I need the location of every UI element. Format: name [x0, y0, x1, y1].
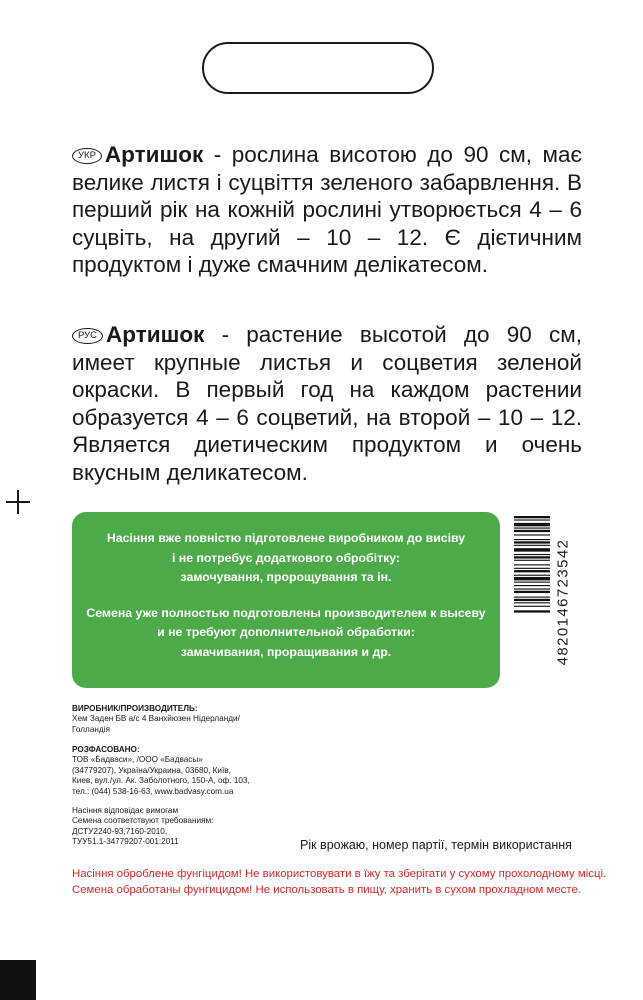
barcode-bar	[514, 523, 550, 526]
hanging-hole	[202, 42, 434, 94]
barcode-bar	[514, 519, 550, 520]
seed-preparation-notice	[72, 512, 500, 688]
barcode-bar	[514, 610, 550, 612]
description-ukrainian	[72, 141, 582, 279]
product-name-ukr: Артишок	[104, 142, 204, 167]
barcode-bar	[514, 588, 550, 589]
batch-info: Рік врожаю, номер партії, термін використання	[300, 838, 572, 852]
notice-line: Семена уже полностью подготовлены производителем к высеву	[86, 605, 486, 620]
barcode-bar	[514, 554, 550, 555]
barcode-bar	[514, 556, 550, 558]
barcode-bar	[514, 582, 550, 583]
producer-heading: ВИРОБНИК/ПРОИЗВОДИТЕЛЬ:	[72, 704, 198, 713]
fungicide-warning-russian: Семена обработаны фунгицидом! Не использовать в пищу, хранить в сухом прохладном месте.	[72, 884, 581, 896]
barcode-bar	[514, 539, 550, 540]
notice-line: и не требуют дополнительной обработки:	[157, 625, 415, 639]
barcode-bar	[514, 530, 550, 532]
barcode-bar	[514, 602, 550, 603]
barcode-bar	[514, 534, 550, 535]
standards-info	[72, 806, 213, 848]
packer-info	[72, 745, 250, 797]
language-badge-rus: РУС	[72, 328, 103, 344]
barcode-bar	[514, 597, 550, 598]
producer-line: Голландія	[72, 724, 110, 734]
notice-line: замачивания, проращивания и др.	[180, 644, 392, 659]
notice-ukrainian	[72, 529, 500, 588]
description-text-rus: - растение высотой до 90 см, имеет крупные листья и соцветия зеленой окраски. В первый год на каждом растении образуется 4 – 6 соцветий, на второй – 10 – 12. Является диетическим продуктом и очень вкусным деликатесом.	[72, 322, 582, 485]
barcode-bar	[514, 570, 550, 572]
description-text-ukr: - рослина висотою до 90 см, має велике листя і суцвіття зеленого забарвлення. В перший рік на кожній рослині утворюється 4 – 6 суцвіть, на другий – 10 – 12. Є дієтичним продуктом і дуже смачним делікатесом.	[72, 142, 582, 277]
packer-line: тел.: (044) 538-16-63, www.badvasy.com.ua	[72, 786, 234, 796]
notice-line: і не потребує додаткового обробітку:	[171, 550, 401, 565]
barcode-bar	[514, 541, 550, 543]
description-russian	[72, 321, 582, 486]
fungicide-warning-ukrainian: Насіння оброблене фунгіцидом! Не використовувати в їжу та зберігати у сухому прохолодному місці.	[72, 868, 607, 880]
barcode-number: 4820146723542	[554, 538, 572, 666]
language-badge-ukr: УКР	[72, 148, 102, 164]
barcode-bar	[514, 516, 550, 518]
notice-line: Насіння вже повністю підготовлене виробником до висіву	[106, 531, 466, 545]
barcode-bars	[514, 516, 550, 686]
notice-line: замочування, пророщування та ін.	[180, 570, 392, 584]
barcode-bar	[514, 606, 550, 607]
barcode-bar	[514, 585, 550, 586]
barcode-bar	[514, 599, 550, 601]
producer-line: Хем Заден БВ а/с 4 Ванхйюзен Нідерланди/	[72, 714, 240, 724]
barcode-bar	[514, 591, 550, 593]
barcode-bar	[514, 545, 550, 546]
notice-russian	[72, 604, 500, 663]
corner-print-mark	[0, 960, 36, 1000]
barcode-bar	[514, 560, 550, 561]
barcode-bar	[514, 528, 550, 529]
standards-line: ДСТУ2240-93,7160-2010,	[72, 826, 168, 836]
packer-heading: РОЗФАСОВАНО:	[72, 745, 140, 754]
standards-line: Насіння відповідає вимогам	[72, 806, 179, 815]
packer-line: Киев, вул./ул. Ак. Заболотного, 150-А, оф. 103,	[72, 776, 250, 786]
barcode-bar	[514, 577, 550, 580]
producer-info	[72, 704, 240, 735]
product-name-rus: Артишок	[106, 322, 205, 347]
standards-line: ТУУ51.1-34779207-001:2011	[72, 837, 179, 847]
barcode-bar	[514, 568, 550, 569]
barcode-bar	[514, 575, 550, 576]
standards-line: Семена соответствуют требованиям:	[72, 816, 214, 826]
registration-crosshair-icon	[6, 490, 30, 514]
barcode-bar	[514, 564, 550, 565]
barcode-bar	[514, 548, 550, 551]
packer-line: (34779207), Україна/Украина, 03680, Київ,	[72, 765, 231, 775]
packer-line: ТОВ «Бадваси», /ООО «Бадвасы»	[72, 755, 203, 765]
